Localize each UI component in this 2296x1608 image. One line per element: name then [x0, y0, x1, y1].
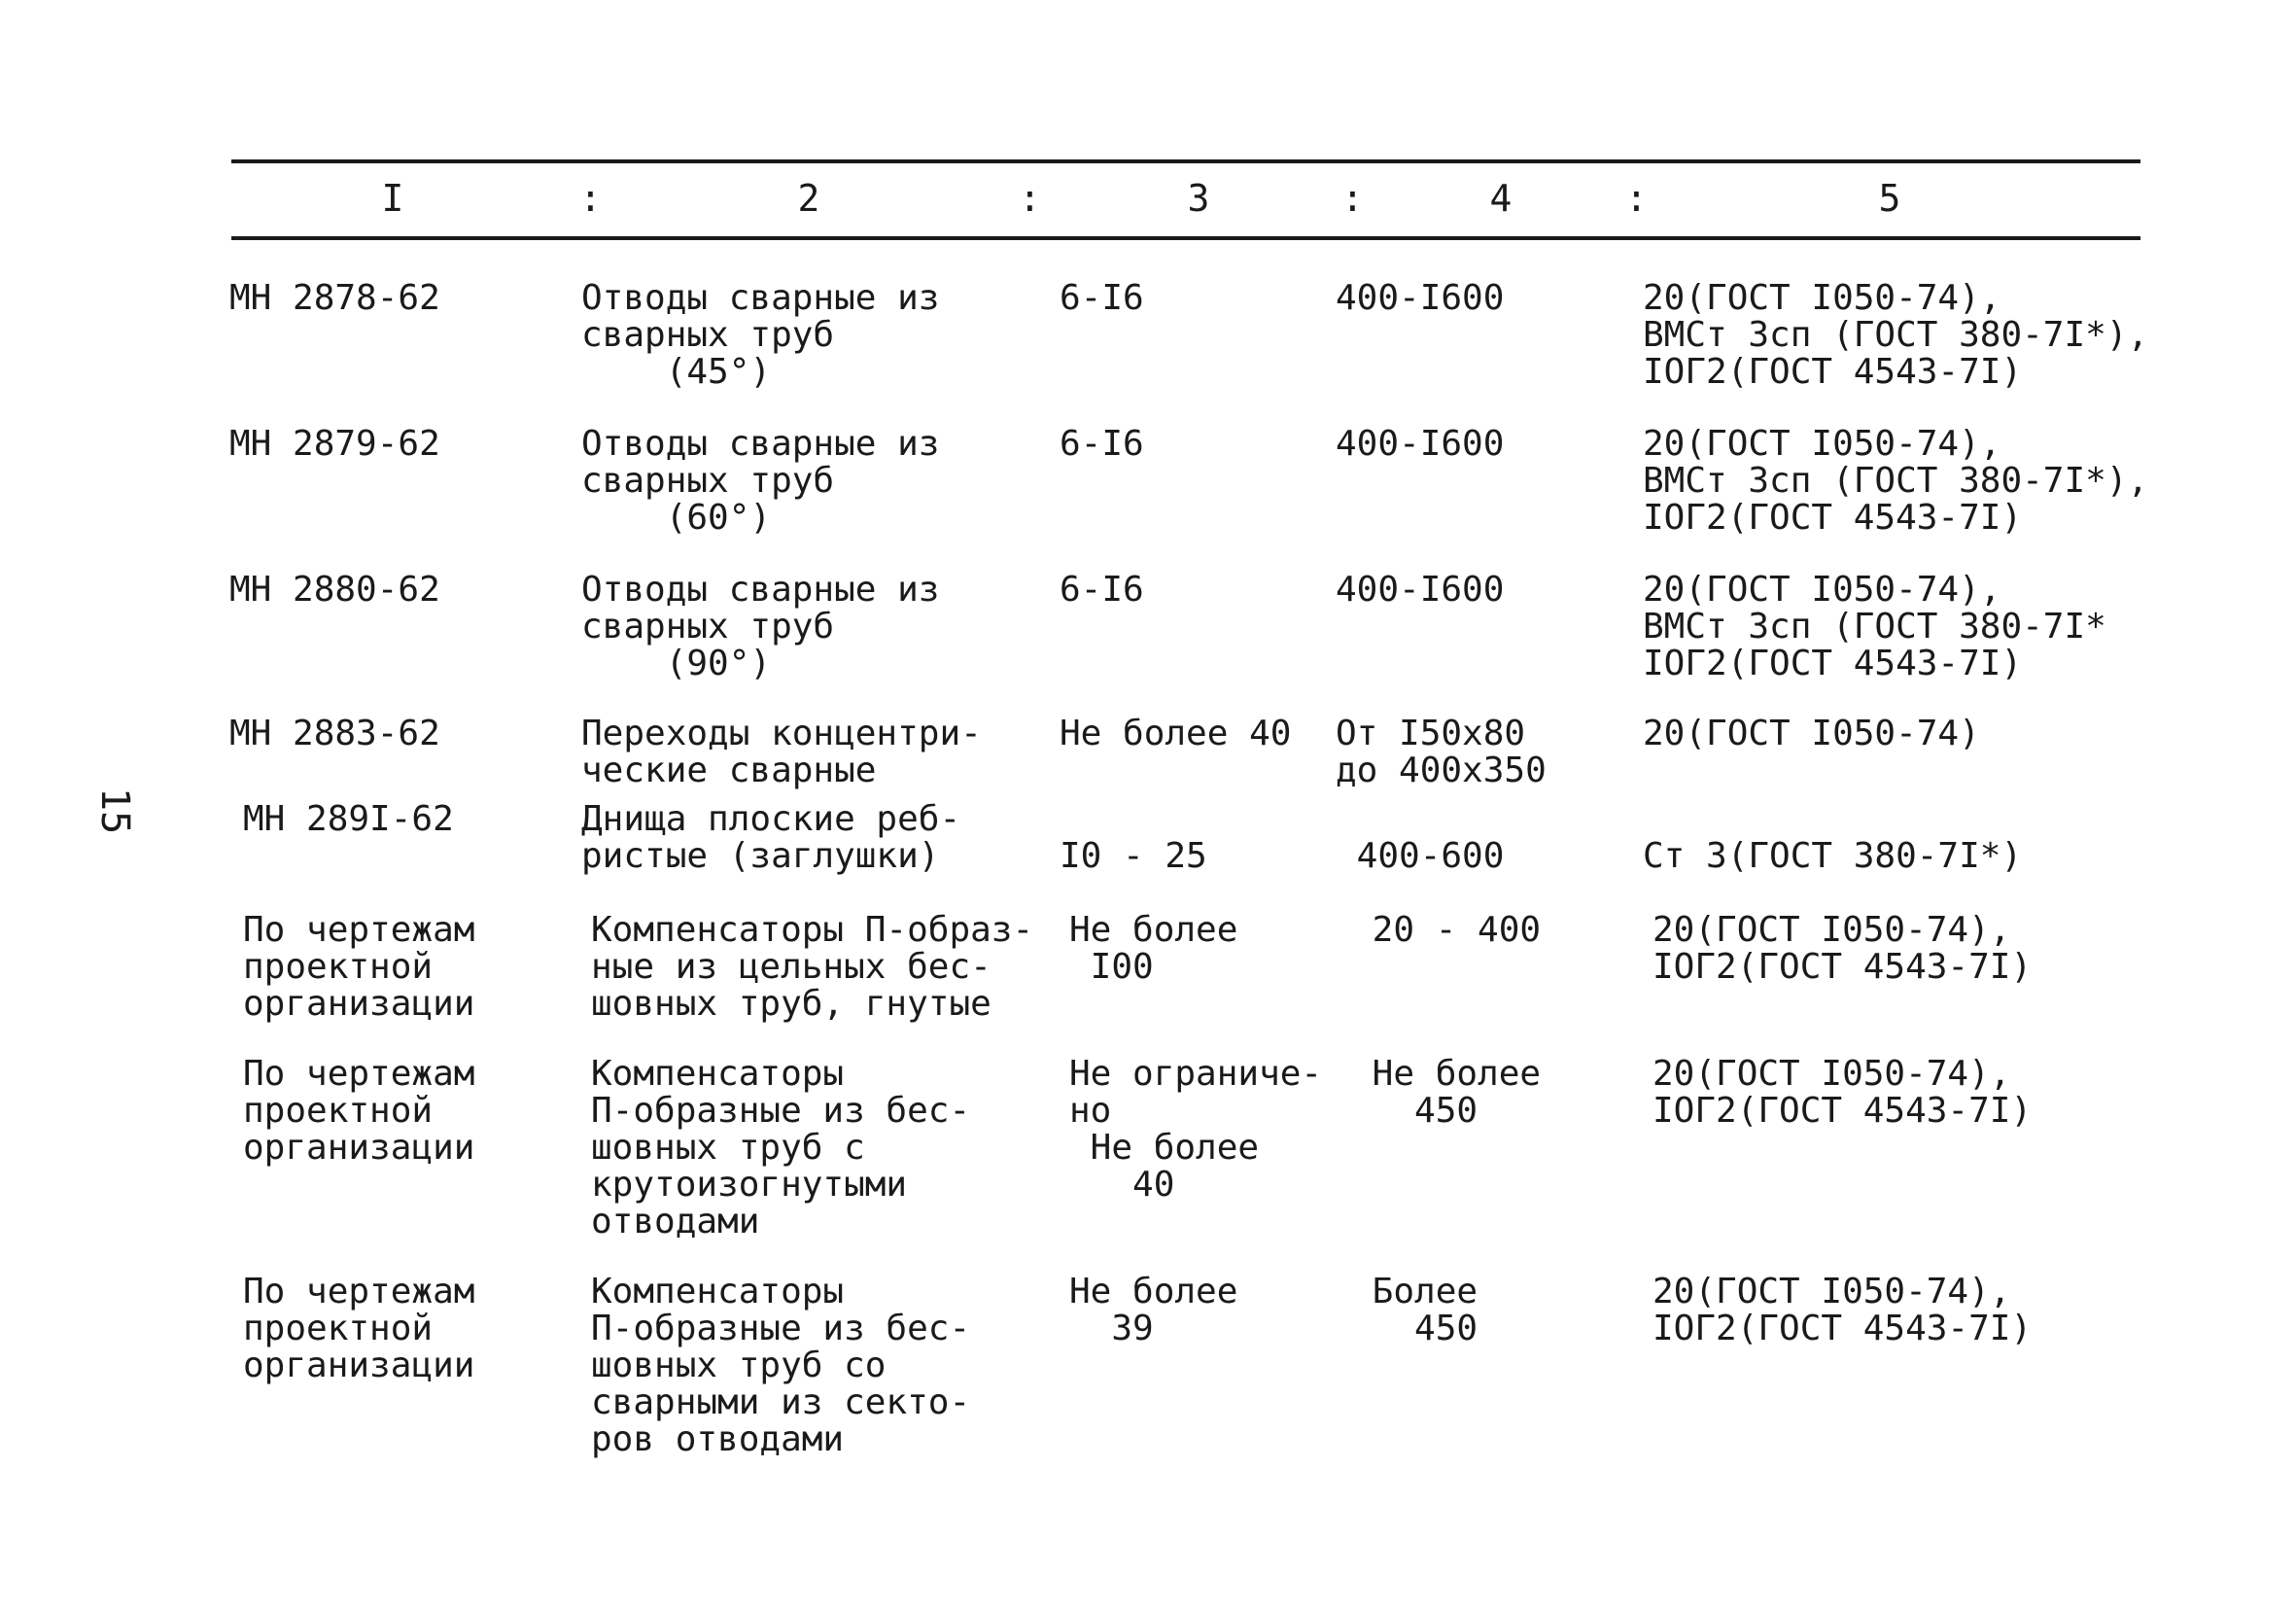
page-number: 15 — [92, 787, 137, 835]
cell-designation: МН 2880-62 — [229, 570, 440, 610]
cell-pressure: Не более I00 — [1069, 910, 1238, 987]
column-number-4: 4 — [1489, 177, 1513, 220]
cell-material: 20(ГОСТ I050-74), IОГ2(ГОСТ 4543-7I) — [1652, 910, 2033, 987]
cell-designation: По чертежам проектной организации — [243, 1054, 475, 1168]
cell-diameter: Не более 450 — [1372, 1054, 1542, 1131]
cell-diameter: 400-600 — [1356, 836, 1505, 876]
cell-name: Днища плоские реб- ристые (заглушки) — [581, 799, 961, 876]
cell-designation: МН 289I-62 — [243, 799, 454, 839]
cell-designation: МН 2883-62 — [229, 714, 440, 753]
cell-name: Отводы сварные из сварных труб (60°) — [581, 424, 940, 538]
table-header — [231, 169, 2140, 227]
cell-pressure: 6-I6 — [1060, 424, 1144, 464]
cell-material: 20(ГОСТ I050-74), IОГ2(ГОСТ 4543-7I) — [1652, 1054, 2033, 1131]
cell-material: 20(ГОСТ I050-74), IОГ2(ГОСТ 4543-7I) — [1652, 1272, 2033, 1348]
cell-pressure: Не ограниче- но Не более 40 — [1069, 1054, 1323, 1205]
cell-material: 20(ГОСТ I050-74) — [1643, 714, 1980, 753]
cell-name: Компенсаторы П-образ- ные из цельных бес- шовных труб, гнутые — [591, 910, 1034, 1024]
cell-diameter: 400-I600 — [1336, 570, 1505, 610]
header-top-rule — [231, 159, 2140, 163]
cell-diameter: 400-I600 — [1336, 278, 1505, 318]
header-bottom-rule — [231, 236, 2140, 240]
cell-name: Отводы сварные из сварных труб (45°) — [581, 278, 940, 392]
column-number-1: I — [381, 177, 404, 220]
cell-designation: МН 2878-62 — [229, 278, 440, 318]
cell-material: 20(ГОСТ I050-74), ВМСт 3сп (ГОСТ 380-7I*), IОГ2(ГОСТ 4543-7I) — [1643, 424, 2149, 538]
cell-pressure: 6-I6 — [1060, 570, 1144, 610]
column-number-3: 3 — [1187, 177, 1210, 220]
column-number-5: 5 — [1878, 177, 1901, 220]
cell-pressure: Не более 40 — [1060, 714, 1292, 753]
cell-name: Компенсаторы П-образные из бес- шовных труб со сварными из секто- ров отводами — [591, 1272, 971, 1459]
cell-name: Переходы концентри- ческие сварные — [581, 714, 982, 790]
cell-material: 20(ГОСТ I050-74), ВМСт 3сп (ГОСТ 380-7I* IОГ2(ГОСТ 4543-7I) — [1643, 570, 2106, 683]
cell-material: Ст 3(ГОСТ 380-7I*) — [1643, 836, 2023, 876]
cell-name: Компенсаторы П-образные из бес- шовных труб с крутоизогнутыми отводами — [591, 1054, 971, 1241]
cell-designation: МН 2879-62 — [229, 424, 440, 464]
cell-pressure: 6-I6 — [1060, 278, 1144, 318]
cell-diameter: От I50х80 до 400х350 — [1336, 714, 1547, 790]
cell-pressure: I0 - 25 — [1060, 836, 1207, 876]
column-number-2: 2 — [797, 177, 820, 220]
cell-diameter: 400-I600 — [1336, 424, 1505, 464]
cell-diameter: Более 450 — [1372, 1272, 1478, 1348]
cell-designation: По чертежам проектной организации — [243, 910, 475, 1024]
cell-name: Отводы сварные из сварных труб (90°) — [581, 570, 940, 683]
cell-diameter: 20 - 400 — [1351, 910, 1542, 950]
cell-pressure: Не более 39 — [1069, 1272, 1238, 1348]
column-separator-3: : — [1341, 177, 1364, 220]
column-separator-4: : — [1625, 177, 1648, 220]
cell-material: 20(ГОСТ I050-74), ВМСт 3сп (ГОСТ 380-7I*), IОГ2(ГОСТ 4543-7I) — [1643, 278, 2149, 392]
column-separator-2: : — [1019, 177, 1041, 220]
column-separator-1: : — [579, 177, 602, 220]
cell-designation: По чертежам проектной организации — [243, 1272, 475, 1385]
